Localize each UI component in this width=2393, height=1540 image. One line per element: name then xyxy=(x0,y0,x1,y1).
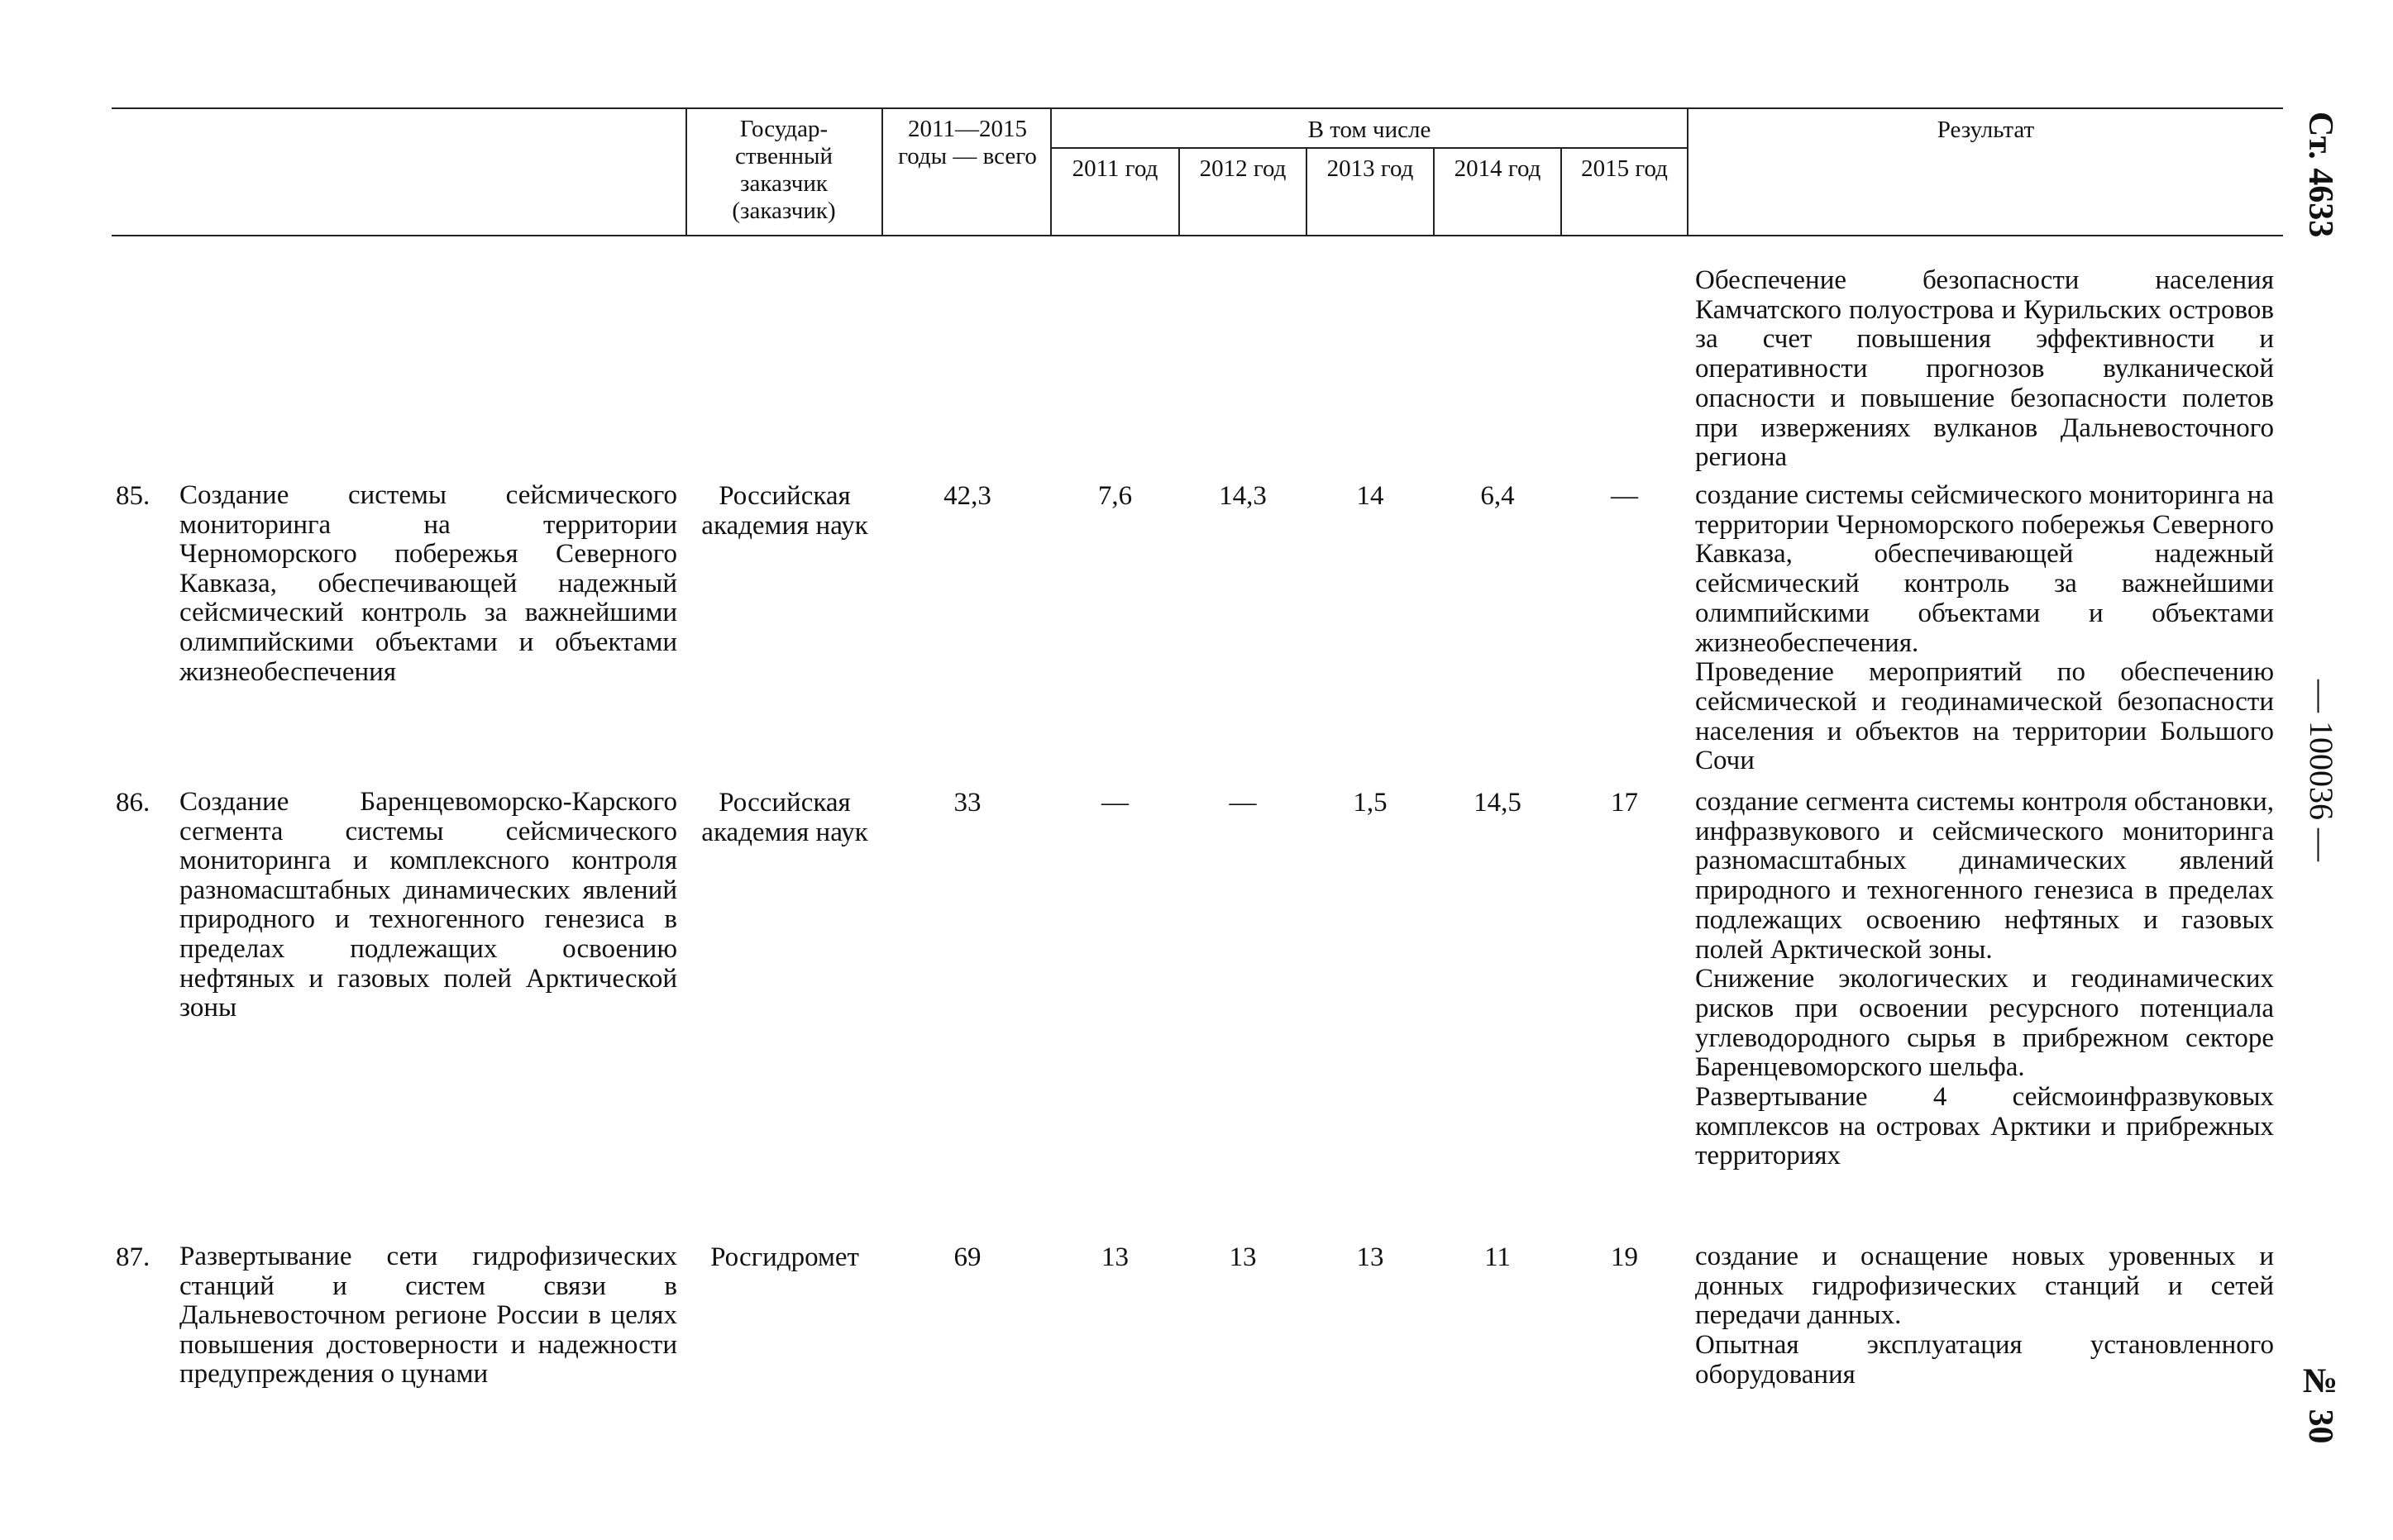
header-year-2012: 2012 год xyxy=(1199,155,1287,182)
row-2011: 7,6 xyxy=(1097,481,1133,511)
row-customer: Российская академия наук xyxy=(701,481,868,541)
subheader-rule xyxy=(1050,147,1687,149)
result-paragraph: создание и оснащение новых уровенных и донных гидрофизических станций и сетей передачи данных. xyxy=(1695,1242,2274,1331)
result-paragraph: создание системы сейсмического мониторинга на территории Черноморского побережья Северного Кавказа, обеспечивающей надежный сейсмический контроль за важнейшими олимпийскими объектами и объектами жизнеобеспечения. xyxy=(1695,480,2274,658)
row-2015: 19 xyxy=(1611,1242,1638,1272)
result-paragraph: создание сегмента системы контроля обстановки, инфразвукового и сейсмического мониторинга разномасштабных динамических явлений природного и техногенного генезиса в пределах подлежащих освоению нефтяных и газовых полей Арктической зоны. xyxy=(1695,787,2274,965)
row-2013: 13 xyxy=(1356,1242,1384,1272)
result-paragraph: Развертывание 4 сейсмоинфразвуковых комплексов на островах Арктики и прибрежных территориях xyxy=(1695,1082,2274,1171)
row-2013: 14 xyxy=(1356,481,1384,511)
row-number: 87. xyxy=(116,1242,150,1272)
result-paragraph: Проведение мероприятий по обеспечению сейсмической и геодинамической безопасности населения и объектов на территории Большого Сочи xyxy=(1695,657,2274,776)
document-number: — 100036 — xyxy=(2303,679,2340,861)
row-customer: Росгидромет xyxy=(710,1242,859,1272)
header-including: В том числе xyxy=(1307,117,1431,143)
result-paragraph: Снижение экологических и геодинамических рисков при освоении ресурсного потенциала углеводородного сырья в прибрежном секторе Баренцевоморского шельфа. xyxy=(1695,964,2274,1083)
header-bottom-rule xyxy=(112,235,2283,236)
issue-number: № 30 xyxy=(2301,1362,2339,1444)
header-year-2013: 2013 год xyxy=(1326,155,1414,182)
row-total: 69 xyxy=(953,1242,982,1272)
header-total: 2011—2015 годы — всего xyxy=(898,116,1037,169)
row-2014: 6,4 xyxy=(1480,481,1515,511)
row-number: 86. xyxy=(116,788,150,818)
row-2014: 14,5 xyxy=(1474,788,1521,818)
header-year-2015: 2015 год xyxy=(1581,155,1668,182)
row-2012: — xyxy=(1229,788,1257,818)
row-2012: 14,3 xyxy=(1219,481,1267,511)
column-divider xyxy=(685,107,687,236)
page-reference: Ст. 4633 xyxy=(2301,112,2339,238)
row-2015: — xyxy=(1611,481,1638,511)
column-divider xyxy=(881,107,883,236)
row-number: 85. xyxy=(116,481,150,511)
row-total: 42,3 xyxy=(943,481,991,511)
header-year-2011: 2011 год xyxy=(1072,155,1158,182)
row-2012: 13 xyxy=(1229,1242,1257,1272)
row-2015: 17 xyxy=(1611,788,1638,818)
row-description: Создание Баренцевоморско-Карского сегмента системы сейсмического мониторинга и комплексного контроля разномасштабных динамических явлений природного и техногенного генезиса в пределах подлежащих освоению нефтяных и газовых полей Арктической зоны xyxy=(179,787,677,1023)
header-result: Результат xyxy=(1937,117,2035,143)
row-total: 33 xyxy=(953,788,982,818)
header-customer: Государ-ственный заказчик (заказчик) xyxy=(732,116,836,224)
row-result xyxy=(1695,788,2274,1171)
row-2014: 11 xyxy=(1484,1242,1511,1272)
row-description: Создание системы сейсмического мониторинга на территории Черноморского побережья Северного Кавказа, обеспечивающей надежный сейсмический контроль за важнейшими олимпийскими объектами и объектами жизнеобеспечения xyxy=(179,480,677,687)
row-result xyxy=(1695,481,2274,776)
table-top-rule xyxy=(112,107,2283,109)
row-customer: Российская академия наук xyxy=(701,788,868,847)
result-paragraph: Опытная эксплуатация установленного оборудования xyxy=(1695,1330,2274,1390)
row-result xyxy=(1695,1242,2274,1390)
row-2011: — xyxy=(1101,788,1129,818)
row-2013: 1,5 xyxy=(1353,788,1388,818)
carryover-result: Обеспечение безопасности населения Камчатского полуострова и Курильских островов за счет повышения эффективности и оперативности прогнозов вулканической опасности и повышение безопасности полетов при извержениях вулканов Дальневосточного региона xyxy=(1695,265,2274,473)
row-2011: 13 xyxy=(1101,1242,1129,1272)
header-year-2014: 2014 год xyxy=(1454,155,1541,182)
row-description: Развертывание сети гидрофизических станций и систем связи в Дальневосточном регионе России в целях повышения достоверности и надежности предупреждения о цунами xyxy=(179,1242,677,1390)
